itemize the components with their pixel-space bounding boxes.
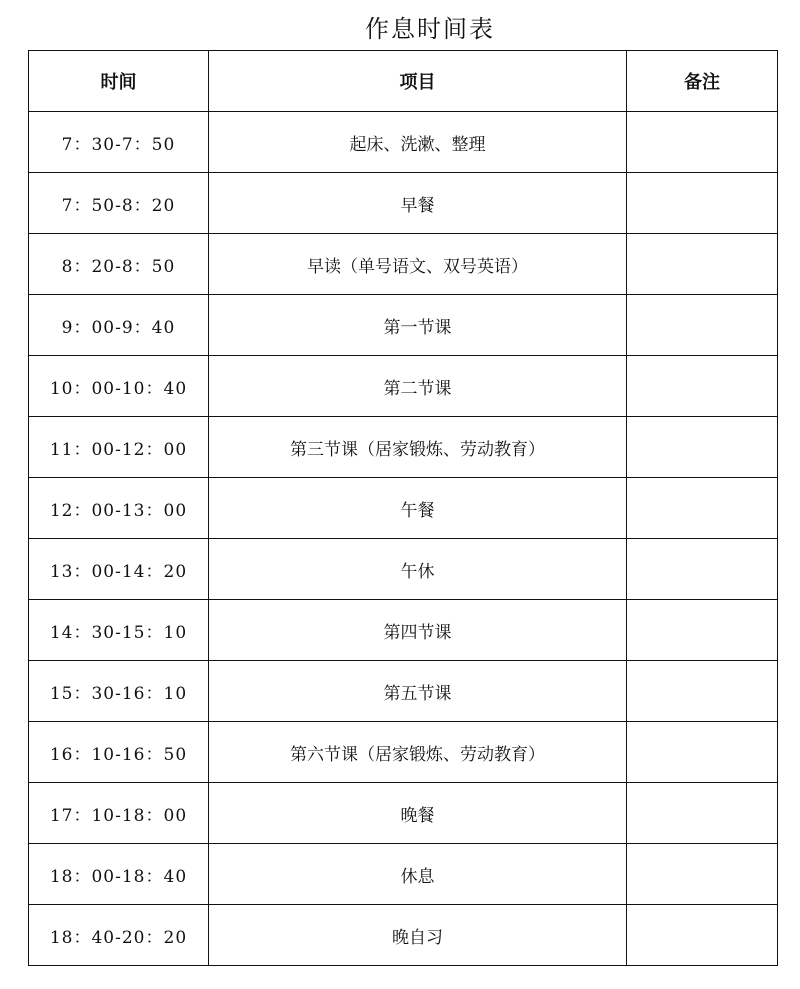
table-row <box>29 661 778 722</box>
time-cell: 14：30-15：10 <box>29 600 209 661</box>
note-cell <box>627 112 778 173</box>
note-cell <box>627 661 778 722</box>
item-cell: 第二节课 <box>209 356 627 417</box>
time-cell: 9：00-9：40 <box>29 295 209 356</box>
time-cell: 7：30-7：50 <box>29 112 209 173</box>
time-cell: 15：30-16：10 <box>29 661 209 722</box>
column-header-note: 备注 <box>627 51 778 112</box>
table-row <box>29 295 778 356</box>
item-cell: 第五节课 <box>209 661 627 722</box>
note-cell <box>627 234 778 295</box>
note-cell <box>627 905 778 966</box>
time-cell: 17：10-18：00 <box>29 783 209 844</box>
time-cell: 18：00-18：40 <box>29 844 209 905</box>
table-header-row <box>29 51 778 112</box>
item-cell: 第三节课（居家锻炼、劳动教育） <box>209 417 627 478</box>
table-row <box>29 173 778 234</box>
item-cell: 晚餐 <box>209 783 627 844</box>
note-cell <box>627 722 778 783</box>
note-cell <box>627 600 778 661</box>
item-cell: 午休 <box>209 539 627 600</box>
time-cell: 8：20-8：50 <box>29 234 209 295</box>
item-cell: 第一节课 <box>209 295 627 356</box>
time-cell: 10：00-10：40 <box>29 356 209 417</box>
item-cell: 起床、洗漱、整理 <box>209 112 627 173</box>
item-cell: 午餐 <box>209 478 627 539</box>
table-row <box>29 844 778 905</box>
table-row <box>29 783 778 844</box>
table-row <box>29 722 778 783</box>
time-cell: 7：50-8：20 <box>29 173 209 234</box>
time-cell: 12：00-13：00 <box>29 478 209 539</box>
page-title: 作息时间表 <box>365 15 495 43</box>
item-cell: 晚自习 <box>209 905 627 966</box>
item-cell: 早读（单号语文、双号英语） <box>209 234 627 295</box>
time-cell: 18：40-20：20 <box>29 905 209 966</box>
time-cell: 11：00-12：00 <box>29 417 209 478</box>
item-cell: 第四节课 <box>209 600 627 661</box>
table-row <box>29 417 778 478</box>
table-row <box>29 234 778 295</box>
column-header-time: 时间 <box>29 51 209 112</box>
note-cell <box>627 478 778 539</box>
table-row <box>29 539 778 600</box>
table-row <box>29 478 778 539</box>
item-cell: 第六节课（居家锻炼、劳动教育） <box>209 722 627 783</box>
table-row <box>29 905 778 966</box>
item-cell: 休息 <box>209 844 627 905</box>
note-cell <box>627 539 778 600</box>
schedule-table <box>28 50 778 966</box>
note-cell <box>627 356 778 417</box>
table-row <box>29 112 778 173</box>
item-cell: 早餐 <box>209 173 627 234</box>
column-header-item: 项目 <box>209 51 627 112</box>
note-cell <box>627 173 778 234</box>
note-cell <box>627 295 778 356</box>
time-cell: 16：10-16：50 <box>29 722 209 783</box>
table-row <box>29 600 778 661</box>
time-cell: 13：00-14：20 <box>29 539 209 600</box>
note-cell <box>627 844 778 905</box>
table-row <box>29 356 778 417</box>
note-cell <box>627 417 778 478</box>
note-cell <box>627 783 778 844</box>
